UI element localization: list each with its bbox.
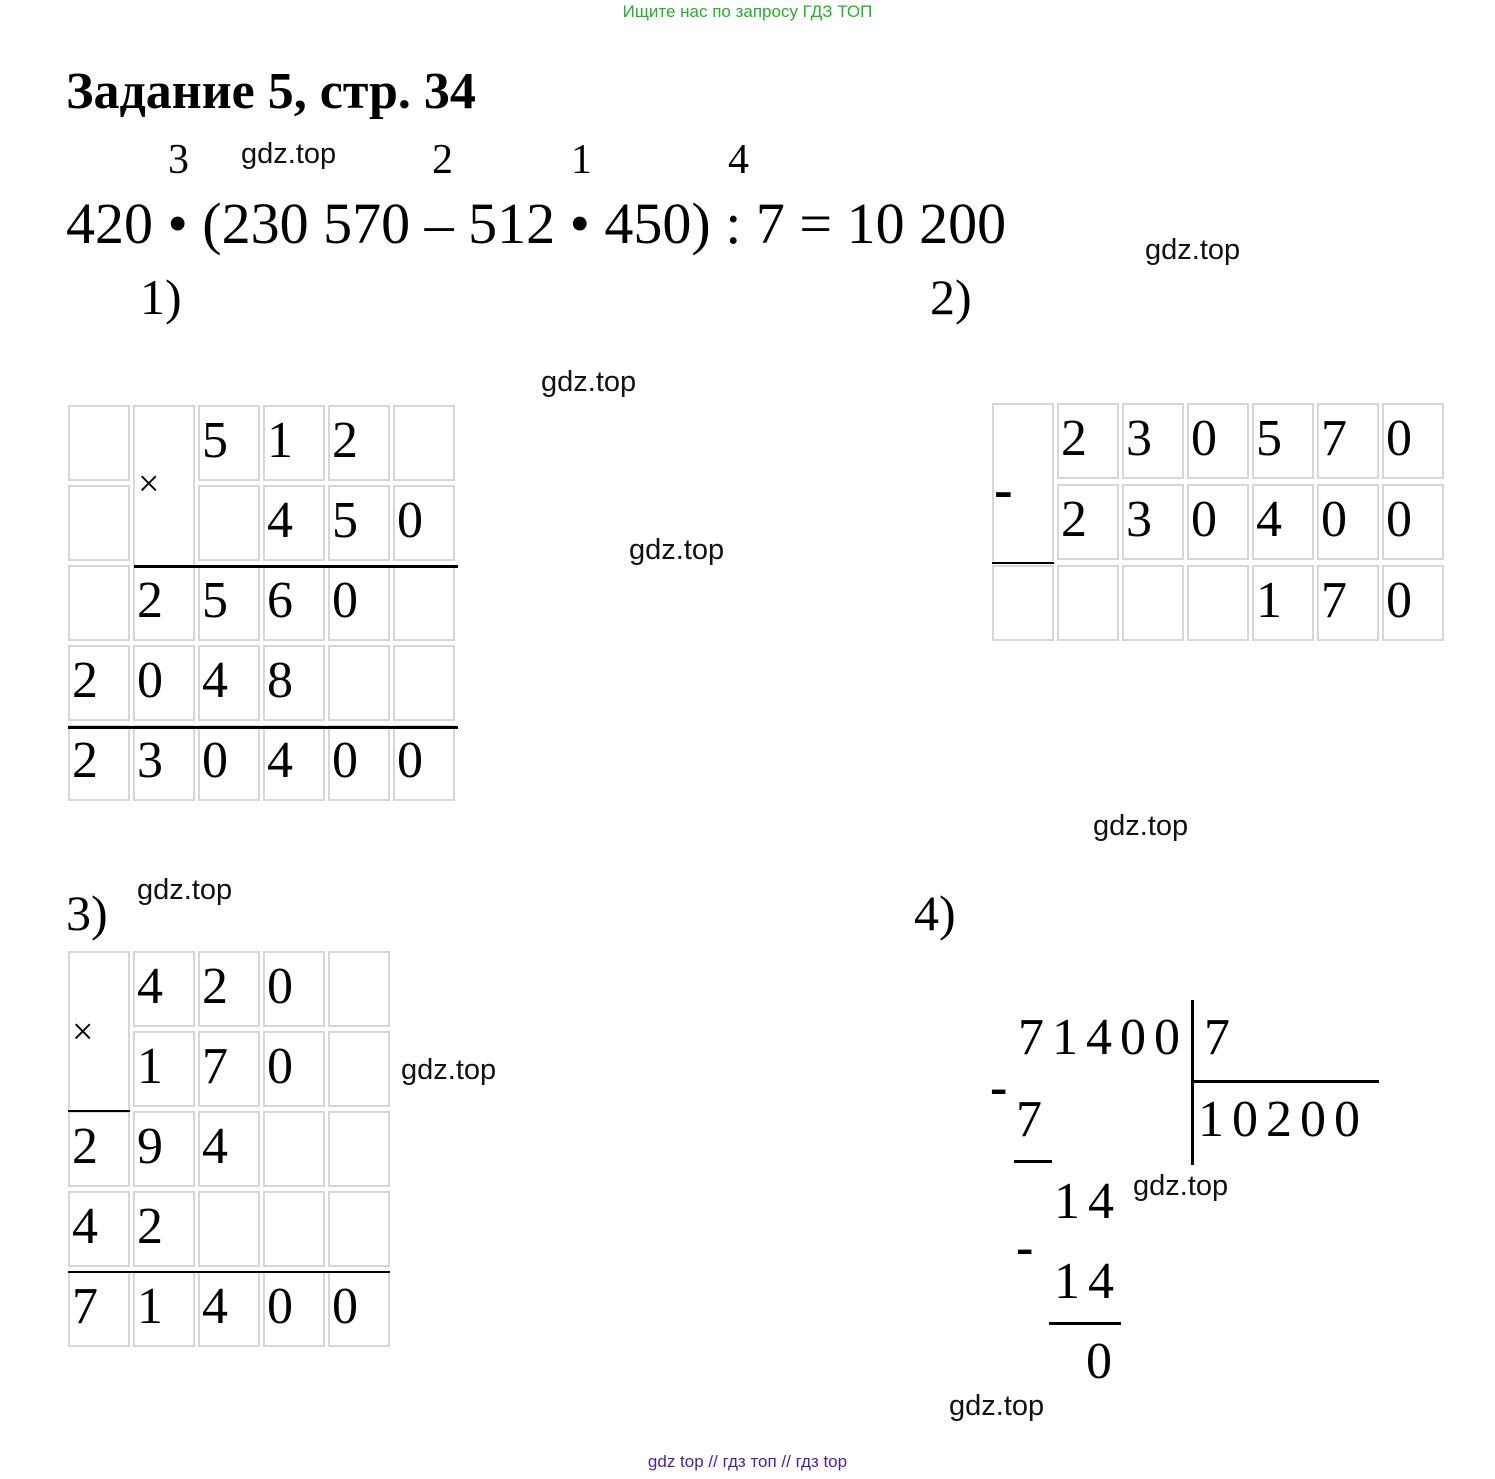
grid-cell: 4 <box>198 645 260 721</box>
sum-line <box>68 726 458 729</box>
grid-cell <box>1122 565 1184 641</box>
grid-cell <box>328 1111 390 1187</box>
grid-cell: 2 <box>68 1111 130 1187</box>
grid-cell <box>198 1191 260 1267</box>
grid-cell: 2 <box>198 951 260 1027</box>
order-number-2: 2 <box>432 137 453 183</box>
grid-cell: 0 <box>393 725 455 801</box>
grid-cell: 5 <box>328 485 390 561</box>
sum-line <box>68 1271 390 1273</box>
grid-cell: 4 <box>1252 484 1314 560</box>
result-line <box>992 562 1054 564</box>
grid-cell: 0 <box>198 725 260 801</box>
grid-cell: 0 <box>328 565 390 641</box>
grid-cell: 1 <box>1252 565 1314 641</box>
grid-cell: 7 <box>1317 403 1379 479</box>
watermark: gdz.top <box>1133 1170 1229 1202</box>
grid-cell: 0 <box>393 485 455 561</box>
grid-cell: 7 <box>198 1031 260 1107</box>
grid-cell: 7 <box>1317 565 1379 641</box>
grid-cell <box>263 1111 325 1187</box>
remainder-2: 0 <box>1086 1333 1120 1390</box>
grid-cell: 3 <box>133 725 195 801</box>
grid-cell: 2 <box>1057 484 1119 560</box>
grid-cell <box>992 565 1054 641</box>
footer-links[interactable]: gdz top // гдз топ // гдз top <box>647 1452 848 1471</box>
grid-cell: 4 <box>198 1111 260 1187</box>
grid-cell: 1 <box>133 1031 195 1107</box>
grid-cell: 1 <box>133 1271 195 1347</box>
watermark: gdz.top <box>629 534 725 566</box>
grid-cell: 5 <box>198 565 260 641</box>
grid-cell: 8 <box>263 645 325 721</box>
grid-cell: 1 <box>263 405 325 481</box>
grid-cell: 2 <box>133 565 195 641</box>
grid-cell: 5 <box>1252 403 1314 479</box>
grid-cell: 0 <box>328 725 390 801</box>
remainder-1: 14 <box>1054 1173 1122 1230</box>
step-label-3: 3) <box>66 885 108 941</box>
minus-sign: - <box>1016 1219 1034 1276</box>
top-banner[interactable]: Ищите нас по запросу ГДЗ ТОП <box>622 2 873 21</box>
grid-cell <box>68 485 130 561</box>
watermark: gdz.top <box>949 1390 1045 1422</box>
grid-cell <box>393 645 455 721</box>
subtrahend-1: 7 <box>1016 1091 1050 1148</box>
subtraction-line <box>1014 1160 1052 1163</box>
watermark: gdz.top <box>541 366 637 398</box>
grid-cell: 6 <box>263 565 325 641</box>
grid-cell: 0 <box>263 1271 325 1347</box>
grid-cell: 0 <box>1382 403 1444 479</box>
page-title: Задание 5, стр. 34 <box>66 63 476 120</box>
grid-cell <box>1057 565 1119 641</box>
grid-cell: 7 <box>68 1271 130 1347</box>
grid-cell <box>393 565 455 641</box>
grid-cell: 4 <box>263 725 325 801</box>
grid-cell <box>328 951 390 1027</box>
watermark: gdz.top <box>241 138 337 170</box>
minus-sign: - <box>994 459 1013 521</box>
grid-cell: 2 <box>133 1191 195 1267</box>
grid-cell: 4 <box>263 485 325 561</box>
grid-cell: 0 <box>1187 403 1249 479</box>
watermark: gdz.top <box>1145 234 1241 266</box>
multiply-sign: × <box>138 463 160 505</box>
step-label-2: 2) <box>930 269 972 325</box>
grid-cell <box>1187 565 1249 641</box>
order-number-3: 1 <box>571 137 592 183</box>
order-number-1: 3 <box>168 137 189 183</box>
grid-cell <box>328 1031 390 1107</box>
grid-cell: 0 <box>1317 484 1379 560</box>
grid-cell: 0 <box>1187 484 1249 560</box>
grid-cell: 4 <box>198 1271 260 1347</box>
expression: 420 • (230 570 – 512 • 450) : 7 = 10 200 <box>66 191 1007 256</box>
grid-cell: 0 <box>263 951 325 1027</box>
minus-sign: - <box>990 1059 1008 1116</box>
grid-cell: 2 <box>328 405 390 481</box>
grid-cell <box>198 485 260 561</box>
grid-cell <box>68 405 130 481</box>
grid-cell: 0 <box>1382 565 1444 641</box>
grid-cell: 4 <box>68 1191 130 1267</box>
order-number-4: 4 <box>728 137 749 183</box>
grid-cell <box>393 405 455 481</box>
subtrahend-2: 14 <box>1054 1253 1122 1310</box>
grid-cell: 2 <box>1057 403 1119 479</box>
grid-cell <box>328 1191 390 1267</box>
subtraction-line <box>1049 1322 1121 1325</box>
result-line <box>68 1110 130 1112</box>
watermark: gdz.top <box>137 874 233 906</box>
divisor: 7 <box>1204 1009 1238 1066</box>
grid-cell: 0 <box>1382 484 1444 560</box>
dividend: 71400 <box>1018 1009 1188 1066</box>
grid-cell <box>328 645 390 721</box>
division-bracket-horizontal <box>1191 1080 1379 1083</box>
grid-cell: 9 <box>133 1111 195 1187</box>
grid-cell: 3 <box>1122 484 1184 560</box>
grid-cell: 3 <box>1122 403 1184 479</box>
grid-cell: 0 <box>263 1031 325 1107</box>
multiply-sign: × <box>72 1011 94 1053</box>
quotient: 10200 <box>1198 1091 1368 1148</box>
grid-cell: 0 <box>328 1271 390 1347</box>
watermark: gdz.top <box>401 1054 497 1086</box>
step-label-4: 4) <box>914 885 956 941</box>
grid-cell <box>68 565 130 641</box>
grid-cell <box>263 1191 325 1267</box>
grid-cell: 4 <box>133 951 195 1027</box>
result-line <box>134 565 458 568</box>
grid-cell: 0 <box>133 645 195 721</box>
step-label-1: 1) <box>140 269 182 325</box>
grid-cell: 2 <box>68 725 130 801</box>
grid-cell: 5 <box>198 405 260 481</box>
watermark: gdz.top <box>1093 810 1189 842</box>
grid-cell: 2 <box>68 645 130 721</box>
